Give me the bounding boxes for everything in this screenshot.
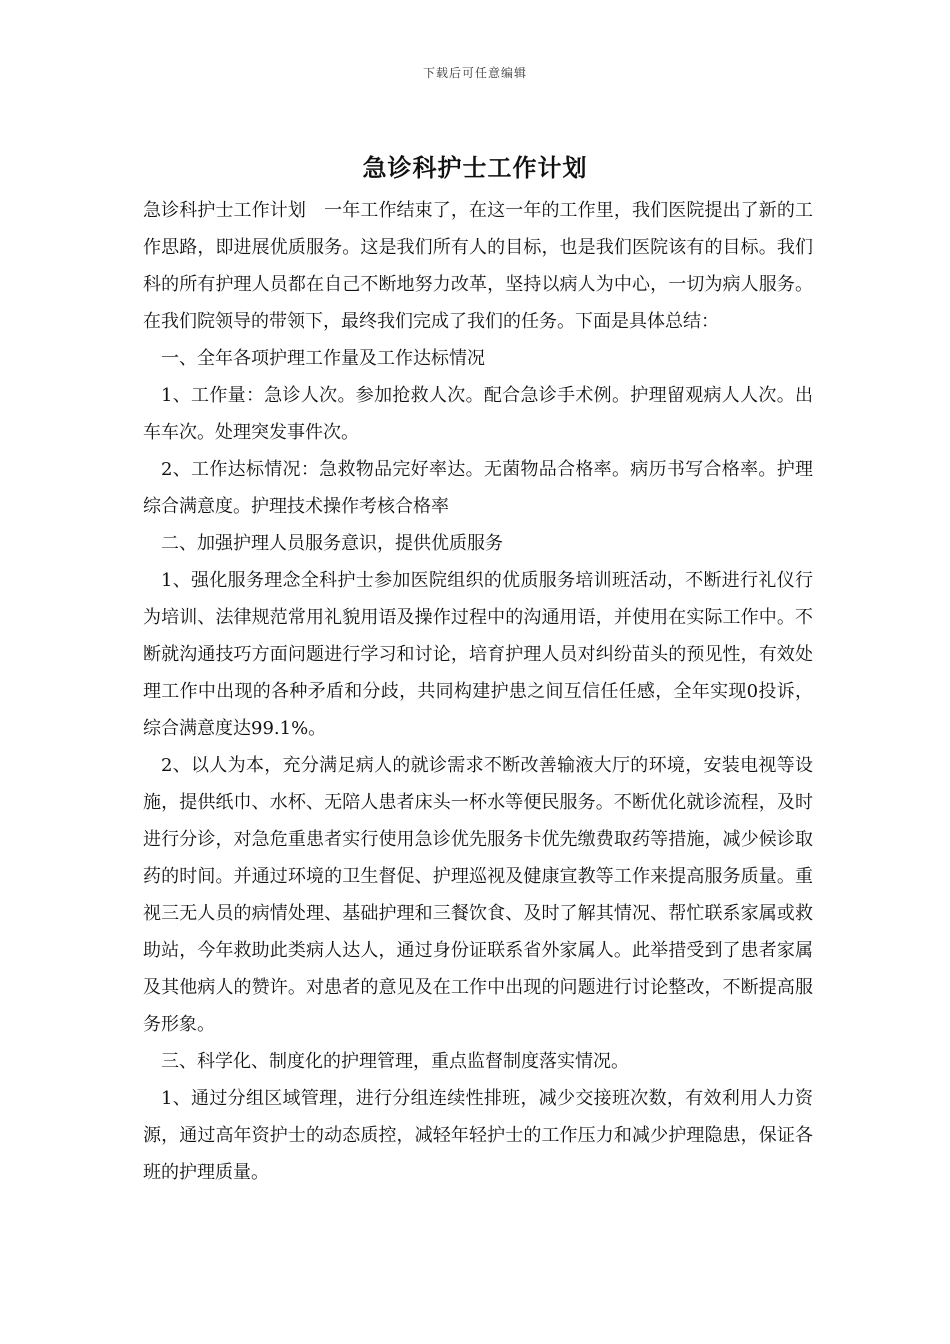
paragraph-service-concept: 1、强化服务理念全科护士参加医院组织的优质服务培训班活动，不断进行礼仪行为培训、法律规范常用礼貌用语及操作过程中的沟通用语，并使用在实际工作中。不断就沟通技巧方面问题进行学习和讨论，培育护理人员对纠纷苗头的预见性，有效处理工作中出现的各种矛盾和分歧，共同构建护患之间互信任任感，全年实现0投诉，综合满意度达99.1%。 — [143, 570, 813, 739]
paragraph-patient-centered: 2、以人为本，充分满足病人的就诊需求不断改善输液大厅的环境，安装电视等设施，提供纸巾、水杯、无陪人患者床头一杯水等便民服务。不断优化就诊流程，及时进行分诊，对急危重患者实行使用急诊优先服务卡优先缴费取药等措施，减少候诊取药的时间。并通过环境的卫生督促、护理巡视及健康宣教等工作来提高服务质量。重视三无人员的病情处理、基础护理和三餐饮食、及时了解其情况、帮忙联系家属或救助站，今年救助此类病人达人，通过身份证联系省外家属人。此举措受到了患者家属及其他病人的赞许。对患者的意见及在工作中出现的问题进行讨论整改，不断提高服务形象。 — [143, 755, 813, 1035]
header-note: 下载后可任意编辑 — [422, 66, 527, 80]
paragraph-intro: 急诊科护士工作计划 一年工作结束了，在这一年的工作里，我们医院提出了新的工作思路，即进展优质服务。这是我们所有人的目标，也是我们医院该有的目标。我们科的所有护理人员都在自己不断地努力改革，坚持以病人为中心，一切为病人服务。在我们院领导的带领下，最终我们完成了我们的任务。下面是具体总结： — [143, 200, 813, 332]
document-title: 急诊科护士工作计划 — [362, 154, 588, 182]
paragraph-workload: 1、工作量：急诊人次。参加抢救人次。配合急诊手术例。护理留观病人人次。出车车次。处理突发事件次。 — [143, 385, 813, 443]
paragraph-standards: 2、工作达标情况：急救物品完好率达。无菌物品合格率。病历书写合格率。护理综合满意度。护理技术操作考核合格率 — [143, 459, 813, 517]
section-heading-2: 二、加强护理人员服务意识，提供优质服务 — [161, 533, 503, 554]
document-body — [143, 192, 813, 1191]
paragraph-group-management: 1、通过分组区域管理，进行分组连续性排班，减少交接班次数，有效利用人力资源，通过高年资护士的动态质控，减轻年轻护士的工作压力和减少护理隐患，保证各班的护理质量。 — [143, 1088, 813, 1183]
section-heading-3: 三、科学化、制度化的护理管理，重点监督制度落实情况。 — [161, 1051, 629, 1072]
section-heading-1: 一、全年各项护理工作量及工作达标情况 — [161, 348, 485, 369]
